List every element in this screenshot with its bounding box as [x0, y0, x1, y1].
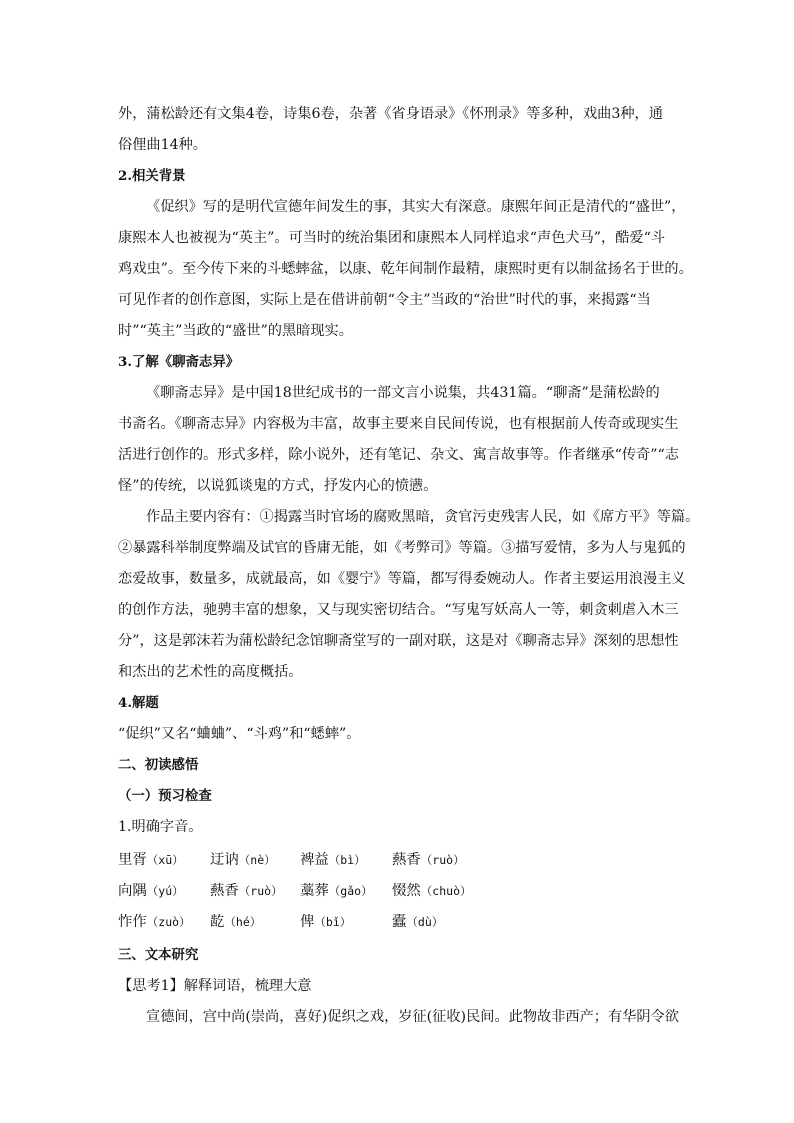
paragraph-background-line-3: 鸡戏虫”。至今传下来的斗蟋蟀盆，以康、乾年间制作最精，康熙时更有以制盆扬名于世的。: [118, 261, 693, 277]
paragraph-liaozhai-line-3: 活进行创作的。形式多样，除小说外，还有笔记、杂文、寓言故事等。作者继承“传奇”“志: [118, 447, 679, 463]
paragraph-author-works-line-2: 俗俚曲14种。: [118, 137, 207, 153]
paragraph-background-line-5: 时”“英主”当政的“盛世”的黑暗现实。: [118, 323, 353, 339]
vocab-item: 爇香（ruò）: [210, 883, 283, 899]
question-heading-think-1: 【思考1】解释词语，梳理大意: [118, 978, 312, 994]
vocab-item: 怍作（zuò）: [118, 914, 191, 930]
paragraph-source-text: 宣德间，宫中尚(崇尚，喜好)促织之戏，岁征(征收)民间。此物故非西产；有华阴令欲: [146, 1009, 679, 1025]
paragraph-contents-line-3: 恋爱故事，数量多，成就最高，如《婴宁》等篇，都写得委婉动人。作者主要运用浪漫主义: [118, 571, 686, 587]
paragraph-background-line-2: 康熙本人也被视为“英主”。可当时的统治集团和康熙本人同样追求“声色犬马”，酷爱“斗: [118, 230, 666, 246]
paragraph-contents-line-2: ②暴露科举制度弊端及试官的昏庸无能，如《考弊司》等篇。③描写爱情，多为人与鬼狐的: [118, 540, 686, 556]
vocab-item: 爇香（ruò）: [392, 852, 465, 868]
vocab-item: 惙然（chuò）: [392, 883, 472, 899]
vocab-item: 向隅（yú）: [118, 883, 184, 899]
vocab-item: 迂讷（nè）: [210, 852, 276, 868]
section-heading-liaozhai: 3.了解《聊斋志异》: [118, 354, 240, 370]
paragraph-background-line-1: 《促织》写的是明代宣德年间发生的事，其实大有深意。康熙年间正是清代的“盛世”，: [146, 199, 686, 215]
paragraph-liaozhai-line-1: 《聊斋志异》是中国18世纪成书的一部文言小说集，共431篇。“聊斋”是蒲松龄的: [146, 385, 660, 401]
paragraph-author-works-line-1: 外，蒲松龄还有文集4卷，诗集6卷，杂著《省身语录》《怀刑录》等多种，戏曲3种，通: [118, 106, 663, 122]
section-heading-first-reading: 二、初读感悟: [118, 757, 199, 773]
paragraph-contents-line-1: 作品主要内容有：①揭露当时官场的腐败黑暗，贪官污吏残害人民，如《席方平》等篇。: [146, 509, 700, 525]
vocab-item: 龁（hé）: [210, 914, 262, 930]
subsection-heading-preview-check: （一）预习检查: [118, 788, 212, 804]
paragraph-background-line-4: 可见作者的创作意图，实际上是在借讲前朝“令主”当政的“治世”时代的事，来揭露“当: [118, 292, 651, 308]
vocab-item: 裨益（bì）: [300, 852, 366, 868]
paragraph-contents-line-6: 和杰出的艺术性的高度概括。: [118, 664, 303, 680]
section-heading-text-study: 三、文本研究: [118, 947, 199, 963]
paragraph-liaozhai-line-2: 书斋名。《聊斋志异》内容极为丰富，故事主要来自民间传说，也有根据前人传奇或现实生: [118, 416, 679, 432]
instruction-pronunciation: 1.明确字音。: [118, 819, 203, 835]
vocab-item: 里胥（xū）: [118, 852, 184, 868]
paragraph-title-explanation: “促织”又名“蛐蛐”、“斗鸡”和“蟋蟀”。: [118, 726, 361, 742]
vocab-item: 蠹（dù）: [392, 914, 444, 930]
paragraph-contents-line-5: 分”，这是郭沫若为蒲松龄纪念馆聊斋堂写的一副对联，这是对《聊斋志异》深刻的思想性: [118, 633, 679, 649]
vocab-item: 俾（bǐ）: [300, 914, 352, 930]
vocab-item: 藁葬（gǎo）: [300, 883, 373, 899]
paragraph-contents-line-4: 的创作方法，驰骋丰富的想象，又与现实密切结合。“写鬼写妖高人一等，刺贪刺虐入木三: [118, 602, 679, 618]
section-heading-background: 2.相关背景: [118, 168, 186, 184]
section-heading-title-explanation: 4.解题: [118, 695, 159, 711]
paragraph-liaozhai-line-4: 怪”的传统，以说狐谈鬼的方式，抒发内心的愤懑。: [118, 478, 438, 494]
